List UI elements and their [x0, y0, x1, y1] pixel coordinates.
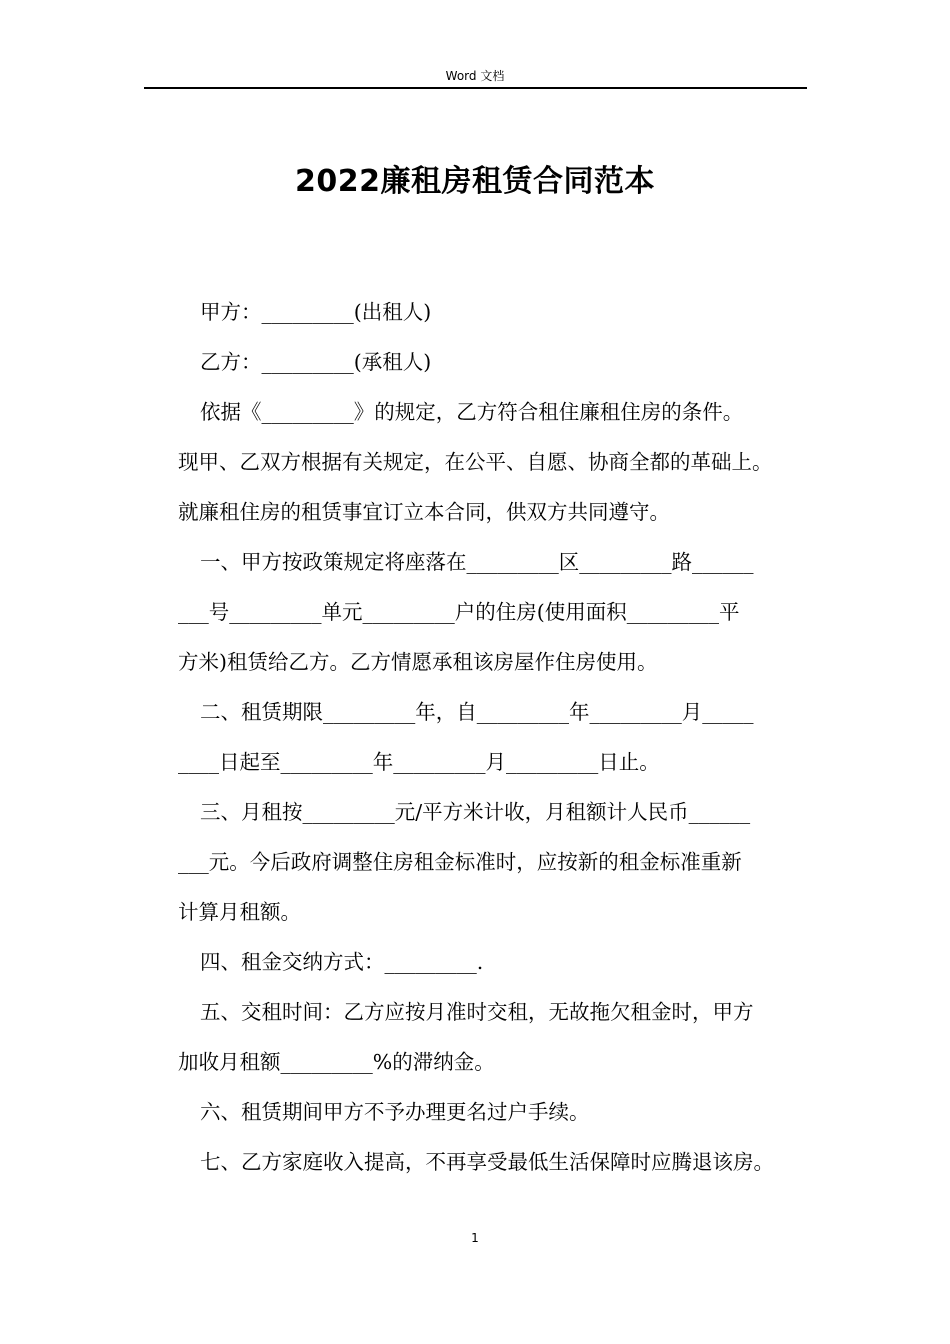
- clause-7-line: 七、乙方家庭收入提高，不再享受最低生活保障时应腾退该房。: [200, 1150, 774, 1174]
- paragraph-line: 就廉租住房的租赁事宜订立本合同，供双方共同遵守。: [178, 500, 670, 524]
- header-divider: [144, 87, 807, 89]
- clause-3-line: 计算月租额。: [178, 900, 301, 924]
- clause-5-line: 五、交租时间：乙方应按月准时交租，无故拖欠租金时，甲方: [200, 1000, 754, 1024]
- clause-1-line: 方米)租赁给乙方。乙方情愿承租该房屋作住房使用。: [178, 650, 658, 674]
- paragraph-line: 现甲、乙双方根据有关规定，在公平、自愿、协商全都的革础上。: [178, 450, 773, 474]
- clause-3-line: ___元。今后政府调整住房租金标准时，应按新的租金标准重新: [178, 850, 742, 874]
- clause-6-line: 六、租赁期间甲方不予办理更名过户手续。: [200, 1100, 590, 1124]
- clause-3-line: 三、月租按_________元/平方米计收，月租额计人民币______: [200, 800, 751, 824]
- clause-4-line: 四、租金交纳方式：_________.: [200, 950, 484, 974]
- paragraph-line: 依据《_________》的规定，乙方符合租住廉租住房的条件。: [200, 400, 744, 424]
- clause-1-line: ___号_________单元_________户的住房(使用面积_________平: [178, 600, 740, 624]
- clause-2-line: ____日起至_________年_________月_________日止。: [178, 750, 660, 774]
- page-header-label: Word 文档: [445, 69, 505, 83]
- clause-2-line: 二、租赁期限_________年，自_________年_________月_____: [200, 700, 754, 724]
- clause-1-line: 一、甲方按政策规定将座落在_________区_________路______: [200, 550, 754, 574]
- party-a-line: 甲方：_________(出租人): [200, 300, 432, 324]
- page-number: 1: [471, 1231, 479, 1245]
- document-title: 2022廉租房租赁合同范本: [295, 164, 655, 199]
- party-b-line: 乙方：_________(承租人): [200, 350, 432, 374]
- clause-5-line: 加收月租额_________%的滞纳金。: [178, 1050, 495, 1074]
